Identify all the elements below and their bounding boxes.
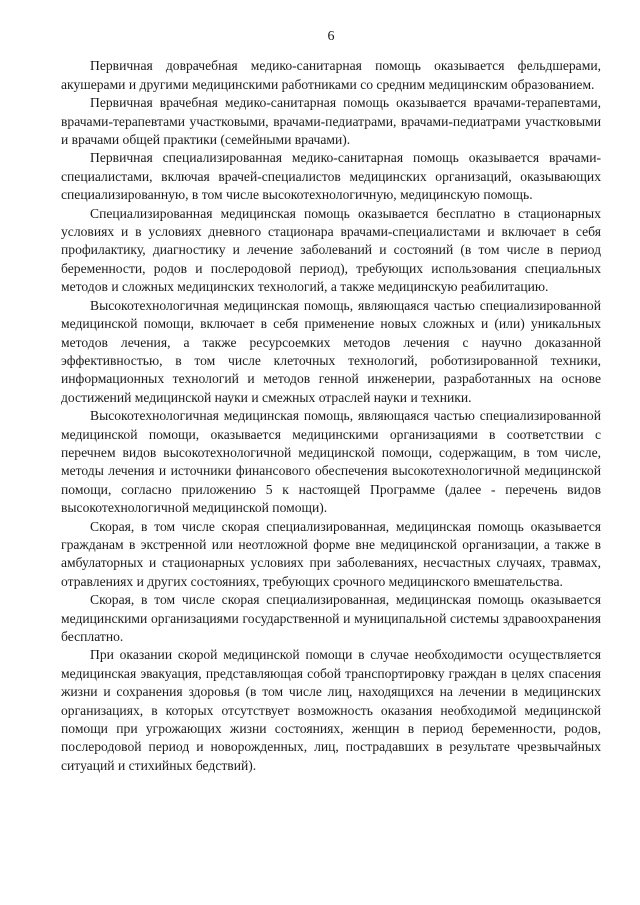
paragraph-high-tech-provision: Высокотехнологичная медицинская помощь, являющаяся частью специализированной медицинской помощи, оказывается медицинскими организациями в соответствии с перечнем видов высокотехнологичной медицинской помощи, содержащим, в том числе, методы лечения и источники финансового обеспечения высокотехнологичной медицинской помощи, согласно приложению 5 к настоящей Программе (далее - перечень видов высокотехнологичной медицинской помощи). — [61, 408, 601, 516]
paragraph-primary-specialized: Первичная специализированная медико-санитарная помощь оказывается врачами-специалистами, включая врачей-специалистов медицинских организаций, оказывающих специализированную, в том числе высокотехнологичную, медицинскую помощь. — [61, 150, 601, 203]
paragraph-emergency-free: Скорая, в том числе скорая специализированная, медицинская помощь оказывается медицинскими организациями государственной и муниципальной системы здравоохранения бесплатно. — [61, 592, 601, 644]
paragraph-emergency-care: Скорая, в том числе скорая специализированная, медицинская помощь оказывается гражданам в экстренной или неотложной форме вне медицинской организации, а также в амбулаторных и стационарных условиях при заболеваниях, несчастных случаях, травмах, отравлениях и других состояниях, требующих срочного медицинского вмешательства. — [61, 518, 601, 589]
paragraph-high-tech-definition: Высокотехнологичная медицинская помощь, являющаяся частью специализированной медицинской помощи, включает в себя применение новых сложных и (или) уникальных методов лечения, а также ресурсоемких методов лечения с научно доказанной эффективностью, в том числе клеточных технологий, роботизированной техники, информационных технологий и методов генной инженерии, разработанных на основе достижений медицинской науки и смежных отраслей науки и техники. — [61, 297, 601, 405]
paragraph-medical-evacuation: При оказании скорой медицинской помощи в случае необходимости осуществляется медицинская эвакуация, представляющая собой транспортировку граждан в целях спасения жизни и сохранения здоровья (в том числе лиц, находящихся на лечении в медицинских организациях, в которых отсутствует возможность оказания необходимой медицинской помощи при угрожающих жизни состояниях, женщин в период беременности, родов, послеродовой период и новорожденных, лиц, пострадавших в результате чрезвычайных ситуаций и стихийных бедствий). — [61, 647, 601, 773]
paragraph-primary-pre-medical: Первичная доврачебная медико-санитарная помощь оказывается фельдшерами, акушерами и другими медицинскими работниками со средним медицинским образованием. — [61, 58, 601, 92]
paragraph-primary-medical: Первичная врачебная медико-санитарная помощь оказывается врачами-терапевтами, врачами-терапевтами участковыми, врачами-педиатрами, врачами-педиатрами участковыми и врачами общей практики (семейными врачами). — [61, 95, 601, 148]
document-page — [61, 28, 601, 775]
paragraph-specialized-care: Специализированная медицинская помощь оказывается бесплатно в стационарных условиях и в условиях дневного стационара врачами-специалистами и включает в себя профилактику, диагностику и лечение заболеваний и состояний (в том числе в период беременности, родов и послеродовой период), требующих использования специальных методов и сложных медицинских технологий, а также медицинскую реабилитацию. — [61, 205, 601, 295]
page-number: 6 — [327, 29, 335, 44]
